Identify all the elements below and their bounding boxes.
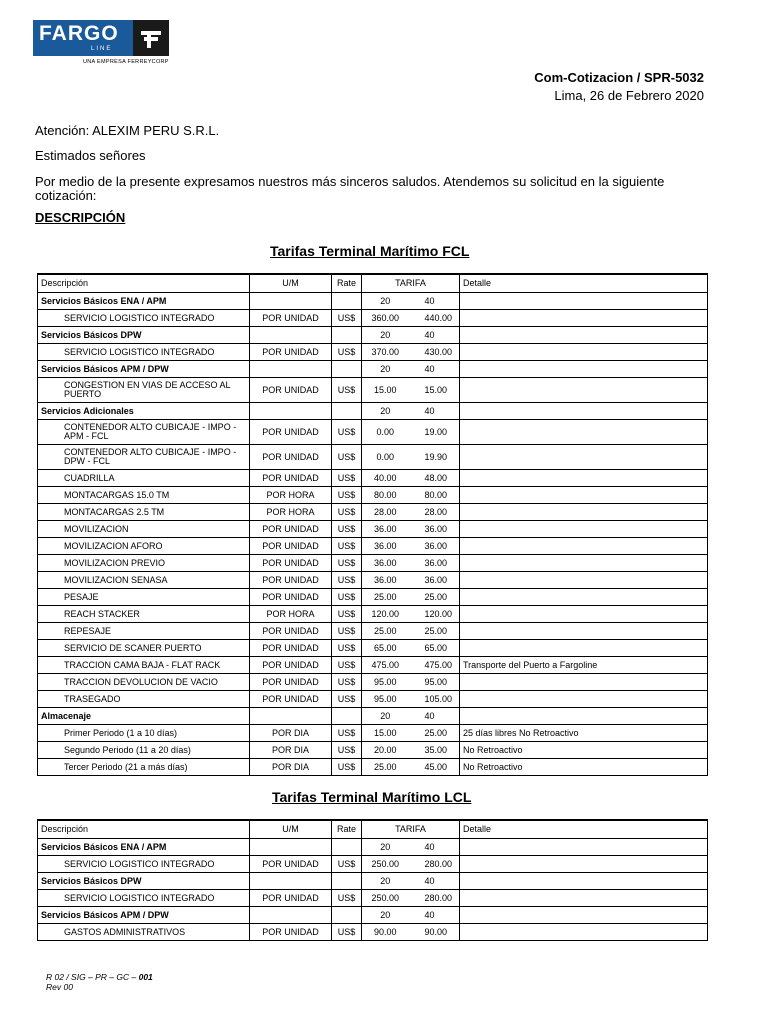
cell-tarifa-40: 45.00: [409, 759, 460, 776]
cell-tarifa-20: 25.00: [362, 759, 409, 776]
cell-currency: US$: [332, 504, 362, 521]
table-row: [38, 742, 708, 759]
cell-um: POR UNIDAD: [250, 538, 332, 555]
table-group-row: [38, 907, 708, 924]
cell-um: [250, 327, 332, 344]
cell-tarifa-40: 40: [409, 907, 460, 924]
cell-detail: [460, 327, 708, 344]
cell-tarifa-40: 19.90: [409, 445, 460, 470]
cell-um: POR UNIDAD: [250, 924, 332, 941]
table-header-row: [38, 274, 708, 293]
cell-tarifa-40: 28.00: [409, 504, 460, 521]
table-row: [38, 521, 708, 538]
col-description: Descripción: [38, 820, 250, 839]
cell-detail: [460, 378, 708, 403]
cell-tarifa-40: 25.00: [409, 589, 460, 606]
cell-currency: US$: [332, 538, 362, 555]
cell-description: Servicios Adicionales: [38, 403, 250, 420]
table-row: [38, 344, 708, 361]
cell-currency: [332, 293, 362, 310]
table-row: [38, 504, 708, 521]
lcl-rates-table: [37, 819, 708, 941]
table-row: [38, 420, 708, 445]
cell-detail: [460, 924, 708, 941]
cell-description: Primer Periodo (1 a 10 días): [38, 725, 250, 742]
cell-tarifa-20: 20: [362, 839, 409, 856]
cell-tarifa-40: 65.00: [409, 640, 460, 657]
cell-um: [250, 293, 332, 310]
table-group-row: [38, 327, 708, 344]
cell-currency: US$: [332, 640, 362, 657]
cell-description: CONGESTION EN VIAS DE ACCESO AL PUERTO: [38, 378, 250, 403]
cell-detail: [460, 640, 708, 657]
cell-currency: US$: [332, 445, 362, 470]
cell-detail: [460, 606, 708, 623]
cell-um: POR DIA: [250, 759, 332, 776]
cell-tarifa-20: 370.00: [362, 344, 409, 361]
cell-currency: US$: [332, 420, 362, 445]
cell-tarifa-40: 40: [409, 403, 460, 420]
cell-description: Tercer Periodo (21 a más días): [38, 759, 250, 776]
table-row: [38, 657, 708, 674]
cell-currency: [332, 907, 362, 924]
cell-tarifa-20: 90.00: [362, 924, 409, 941]
cell-tarifa-40: 35.00: [409, 742, 460, 759]
cell-tarifa-40: 80.00: [409, 487, 460, 504]
cell-currency: US$: [332, 606, 362, 623]
cell-detail: [460, 310, 708, 327]
cell-description: TRACCION DEVOLUCION DE VACIO: [38, 674, 250, 691]
col-rate: Rate: [332, 820, 362, 839]
cell-currency: US$: [332, 856, 362, 873]
cell-currency: US$: [332, 378, 362, 403]
table-row: [38, 890, 708, 907]
cell-tarifa-20: 28.00: [362, 504, 409, 521]
cell-um: POR UNIDAD: [250, 890, 332, 907]
cell-detail: [460, 708, 708, 725]
cell-tarifa-20: 250.00: [362, 856, 409, 873]
cell-currency: US$: [332, 470, 362, 487]
table-row: [38, 555, 708, 572]
cell-currency: [332, 873, 362, 890]
logo-tagline: UNA EMPRESA FERREYCORP: [83, 59, 169, 65]
cell-description: SERVICIO LOGISTICO INTEGRADO: [38, 310, 250, 327]
cell-currency: [332, 839, 362, 856]
cell-description: TRASEGADO: [38, 691, 250, 708]
col-rate: Rate: [332, 274, 362, 293]
cell-description: Servicios Básicos ENA / APM: [38, 293, 250, 310]
cell-tarifa-20: 36.00: [362, 538, 409, 555]
cell-um: POR UNIDAD: [250, 572, 332, 589]
cell-tarifa-20: 36.00: [362, 521, 409, 538]
cell-description: CONTENEDOR ALTO CUBICAJE - IMPO - APM - FCL: [38, 420, 250, 445]
cell-detail: No Retroactivo: [460, 742, 708, 759]
cell-um: POR UNIDAD: [250, 445, 332, 470]
attention-line: Atención: ALEXIM PERU S.R.L.: [35, 123, 220, 138]
table-row: [38, 378, 708, 403]
cell-tarifa-40: 440.00: [409, 310, 460, 327]
col-um: U/M: [250, 274, 332, 293]
cell-tarifa-40: 430.00: [409, 344, 460, 361]
col-tarifa: TARIFA: [362, 820, 460, 839]
cell-tarifa-20: 20.00: [362, 742, 409, 759]
cell-tarifa-40: 40: [409, 327, 460, 344]
table-header-row: [38, 820, 708, 839]
cell-um: POR UNIDAD: [250, 674, 332, 691]
cell-um: POR UNIDAD: [250, 420, 332, 445]
cell-detail: [460, 907, 708, 924]
cell-tarifa-40: 25.00: [409, 725, 460, 742]
cell-tarifa-20: 65.00: [362, 640, 409, 657]
cell-detail: [460, 445, 708, 470]
cell-description: Servicios Básicos ENA / APM: [38, 839, 250, 856]
col-um: U/M: [250, 820, 332, 839]
cell-tarifa-20: 36.00: [362, 555, 409, 572]
cell-detail: [460, 521, 708, 538]
fcl-rates-table: [37, 273, 708, 776]
cell-description: MOVILIZACION: [38, 521, 250, 538]
cell-detail: [460, 293, 708, 310]
cell-tarifa-40: 120.00: [409, 606, 460, 623]
cell-description: Servicios Básicos DPW: [38, 327, 250, 344]
table-row: [38, 856, 708, 873]
cell-currency: US$: [332, 572, 362, 589]
lcl-table-title: Tarifas Terminal Marítimo LCL: [272, 789, 472, 805]
cell-currency: [332, 361, 362, 378]
cell-description: SERVICIO LOGISTICO INTEGRADO: [38, 344, 250, 361]
cell-detail: [460, 856, 708, 873]
col-tarifa: TARIFA: [362, 274, 460, 293]
cell-detail: [460, 589, 708, 606]
cell-description: SERVICIO DE SCANER PUERTO: [38, 640, 250, 657]
cell-detail: [460, 538, 708, 555]
cell-tarifa-20: 0.00: [362, 445, 409, 470]
cell-description: MOVILIZACION AFORO: [38, 538, 250, 555]
cell-tarifa-40: 40: [409, 708, 460, 725]
cell-detail: [460, 555, 708, 572]
cell-currency: US$: [332, 759, 362, 776]
cell-um: [250, 708, 332, 725]
cell-currency: US$: [332, 623, 362, 640]
cell-um: POR UNIDAD: [250, 589, 332, 606]
col-detail: Detalle: [460, 274, 708, 293]
cell-um: POR HORA: [250, 606, 332, 623]
cell-tarifa-40: 90.00: [409, 924, 460, 941]
cell-tarifa-20: 25.00: [362, 623, 409, 640]
cell-description: GASTOS ADMINISTRATIVOS: [38, 924, 250, 941]
cell-currency: US$: [332, 924, 362, 941]
cell-currency: US$: [332, 691, 362, 708]
cell-tarifa-40: 48.00: [409, 470, 460, 487]
table-row: [38, 759, 708, 776]
cell-um: POR UNIDAD: [250, 555, 332, 572]
table-group-row: [38, 708, 708, 725]
cell-tarifa-40: 40: [409, 839, 460, 856]
cell-currency: US$: [332, 555, 362, 572]
cell-tarifa-40: 475.00: [409, 657, 460, 674]
cell-tarifa-20: 20: [362, 403, 409, 420]
cell-currency: US$: [332, 725, 362, 742]
cell-tarifa-40: 36.00: [409, 555, 460, 572]
cell-currency: [332, 403, 362, 420]
cell-um: [250, 907, 332, 924]
cell-tarifa-20: 20: [362, 361, 409, 378]
fcl-table-title: Tarifas Terminal Marítimo FCL: [270, 243, 470, 259]
col-description: Descripción: [38, 274, 250, 293]
cell-tarifa-20: 40.00: [362, 470, 409, 487]
table-group-row: [38, 361, 708, 378]
cell-detail: [460, 839, 708, 856]
table-row: [38, 538, 708, 555]
cell-tarifa-40: 40: [409, 361, 460, 378]
cell-tarifa-40: 36.00: [409, 572, 460, 589]
cell-detail: [460, 420, 708, 445]
cell-detail: 25 días libres No Retroactivo: [460, 725, 708, 742]
cell-detail: No Retroactivo: [460, 759, 708, 776]
cell-tarifa-20: 20: [362, 708, 409, 725]
footer-code-number: 001: [138, 972, 153, 982]
cell-um: POR UNIDAD: [250, 470, 332, 487]
cell-um: POR HORA: [250, 487, 332, 504]
cell-currency: [332, 708, 362, 725]
cell-detail: [460, 344, 708, 361]
cell-currency: US$: [332, 344, 362, 361]
footer-code: R 02 / SIG – PR – GC –: [46, 972, 139, 982]
cell-tarifa-20: 80.00: [362, 487, 409, 504]
cell-um: POR HORA: [250, 504, 332, 521]
cell-description: REPESAJE: [38, 623, 250, 640]
greeting: Estimados señores: [35, 148, 146, 163]
table-row: [38, 445, 708, 470]
cell-um: POR UNIDAD: [250, 640, 332, 657]
cell-um: [250, 873, 332, 890]
cell-tarifa-20: 120.00: [362, 606, 409, 623]
document-footer: [46, 972, 153, 992]
cell-um: [250, 403, 332, 420]
cell-currency: US$: [332, 589, 362, 606]
cell-currency: US$: [332, 310, 362, 327]
letter-body: Por medio de la presente expresamos nuestros más sinceros saludos. Atendemos su solicitud en la siguiente cotización:: [35, 174, 665, 203]
cell-description: SERVICIO LOGISTICO INTEGRADO: [38, 856, 250, 873]
cell-detail: Transporte del Puerto a Fargoline: [460, 657, 708, 674]
cell-tarifa-40: 105.00: [409, 691, 460, 708]
cell-tarifa-40: 40: [409, 873, 460, 890]
plus-icon: [133, 20, 169, 56]
cell-tarifa-20: 15.00: [362, 378, 409, 403]
table-row: [38, 589, 708, 606]
table-group-row: [38, 403, 708, 420]
cell-tarifa-20: 0.00: [362, 420, 409, 445]
table-group-row: [38, 873, 708, 890]
cell-tarifa-20: 20: [362, 293, 409, 310]
quote-reference: Com-Cotizacion / SPR-5032: [534, 70, 704, 85]
cell-detail: [460, 873, 708, 890]
cell-um: [250, 361, 332, 378]
cell-description: MOVILIZACION SENASA: [38, 572, 250, 589]
cell-currency: US$: [332, 521, 362, 538]
cell-currency: US$: [332, 742, 362, 759]
cell-tarifa-20: 20: [362, 327, 409, 344]
table-row: [38, 640, 708, 657]
cell-detail: [460, 487, 708, 504]
table-row: [38, 725, 708, 742]
cell-tarifa-20: 20: [362, 873, 409, 890]
cell-description: Servicios Básicos APM / DPW: [38, 907, 250, 924]
table-group-row: [38, 839, 708, 856]
cell-um: POR UNIDAD: [250, 691, 332, 708]
logo-brand-text: FARGO: [39, 22, 119, 45]
cell-currency: [332, 327, 362, 344]
cell-tarifa-20: 475.00: [362, 657, 409, 674]
cell-tarifa-40: 280.00: [409, 856, 460, 873]
cell-um: POR UNIDAD: [250, 521, 332, 538]
table-row: [38, 674, 708, 691]
logo-line-text: LINE: [91, 46, 113, 52]
cell-detail: [460, 674, 708, 691]
col-detail: Detalle: [460, 820, 708, 839]
cell-tarifa-40: 280.00: [409, 890, 460, 907]
cell-description: MONTACARGAS 15.0 TM: [38, 487, 250, 504]
table-row: [38, 470, 708, 487]
cell-um: POR DIA: [250, 742, 332, 759]
cell-detail: [460, 890, 708, 907]
table-row: [38, 487, 708, 504]
cell-description: CONTENEDOR ALTO CUBICAJE - IMPO - DPW - FCL: [38, 445, 250, 470]
cell-um: POR UNIDAD: [250, 856, 332, 873]
cell-tarifa-40: 25.00: [409, 623, 460, 640]
cell-currency: US$: [332, 657, 362, 674]
cell-tarifa-20: 36.00: [362, 572, 409, 589]
cell-description: PESAJE: [38, 589, 250, 606]
cell-tarifa-40: 19.00: [409, 420, 460, 445]
table-group-row: [38, 293, 708, 310]
cell-tarifa-40: 95.00: [409, 674, 460, 691]
section-heading: DESCRIPCIÓN: [35, 210, 126, 225]
cell-tarifa-20: 25.00: [362, 589, 409, 606]
footer-revision: Rev 00: [46, 982, 73, 992]
cell-um: POR UNIDAD: [250, 344, 332, 361]
cell-tarifa-20: 95.00: [362, 691, 409, 708]
cell-description: MONTACARGAS 2.5 TM: [38, 504, 250, 521]
letter-date: Lima, 26 de Febrero 2020: [554, 88, 704, 103]
cell-detail: [460, 691, 708, 708]
cell-description: Servicios Básicos APM / DPW: [38, 361, 250, 378]
cell-detail: [460, 470, 708, 487]
cell-description: MOVILIZACION PREVIO: [38, 555, 250, 572]
table-row: [38, 691, 708, 708]
cell-tarifa-40: 40: [409, 293, 460, 310]
cell-tarifa-20: 360.00: [362, 310, 409, 327]
cell-currency: US$: [332, 674, 362, 691]
table-row: [38, 606, 708, 623]
cell-tarifa-20: 15.00: [362, 725, 409, 742]
cell-description: REACH STACKER: [38, 606, 250, 623]
cell-description: Segundo Periodo (11 a 20 días): [38, 742, 250, 759]
cell-detail: [460, 504, 708, 521]
table-row: [38, 623, 708, 640]
cell-description: CUADRILLA: [38, 470, 250, 487]
cell-description: SERVICIO LOGISTICO INTEGRADO: [38, 890, 250, 907]
table-row: [38, 924, 708, 941]
cell-description: Almacenaje: [38, 708, 250, 725]
cell-um: POR DIA: [250, 725, 332, 742]
cell-currency: US$: [332, 890, 362, 907]
cell-tarifa-40: 36.00: [409, 521, 460, 538]
cell-tarifa-20: 20: [362, 907, 409, 924]
cell-um: POR UNIDAD: [250, 310, 332, 327]
table-row: [38, 310, 708, 327]
cell-detail: [460, 572, 708, 589]
cell-tarifa-40: 15.00: [409, 378, 460, 403]
cell-tarifa-20: 250.00: [362, 890, 409, 907]
cell-currency: US$: [332, 487, 362, 504]
cell-detail: [460, 623, 708, 640]
cell-um: [250, 839, 332, 856]
cell-detail: [460, 361, 708, 378]
table-row: [38, 572, 708, 589]
cell-description: Servicios Básicos DPW: [38, 873, 250, 890]
cell-tarifa-40: 36.00: [409, 538, 460, 555]
cell-um: POR UNIDAD: [250, 623, 332, 640]
cell-description: TRACCION CAMA BAJA - FLAT RACK: [38, 657, 250, 674]
cell-um: POR UNIDAD: [250, 657, 332, 674]
company-logo: [33, 20, 169, 56]
cell-detail: [460, 403, 708, 420]
cell-tarifa-20: 95.00: [362, 674, 409, 691]
cell-um: POR UNIDAD: [250, 378, 332, 403]
